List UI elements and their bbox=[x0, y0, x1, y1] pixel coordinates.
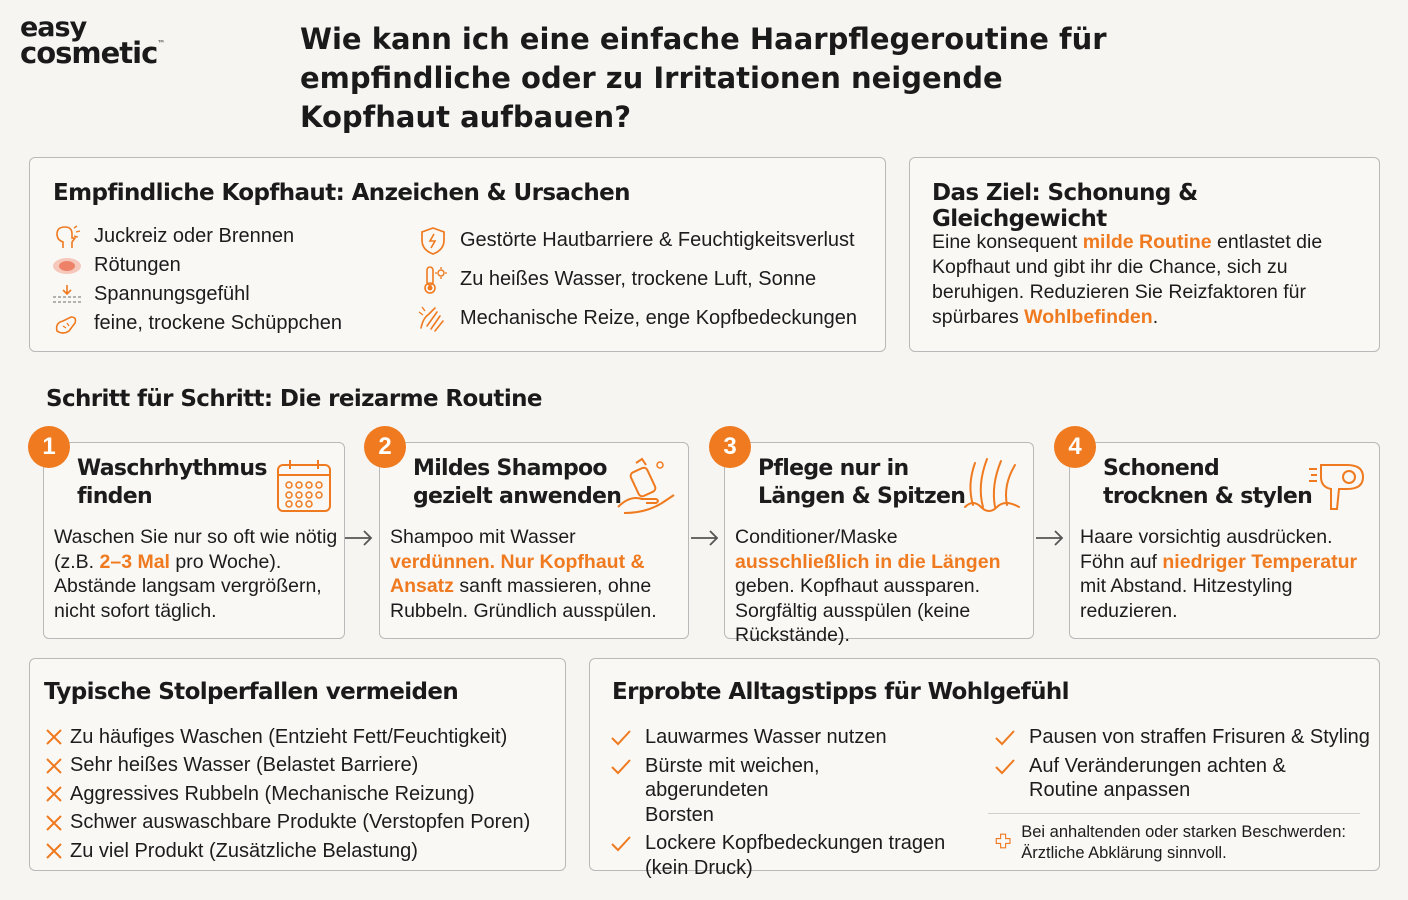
step-text-2: pro Woche). Abstände langsam vergrößern, nicht sofort täglich. bbox=[54, 550, 322, 622]
cross-icon bbox=[44, 841, 64, 861]
check-icon bbox=[610, 833, 632, 855]
step-text-2: mit Abstand. Hitzestyling reduzieren. bbox=[1080, 575, 1293, 622]
step-text-1: Conditioner/Maske bbox=[735, 526, 898, 548]
signs-list bbox=[50, 222, 342, 338]
tip-label: Lauwarmes Wasser nutzen bbox=[645, 726, 887, 748]
step-highlight: verdünnen. Nur Kopfhaut & Ansatz bbox=[390, 550, 645, 597]
tips-list-right bbox=[994, 725, 1374, 807]
step-card-1 bbox=[42, 433, 345, 639]
goal-card bbox=[909, 157, 1380, 352]
goal-heading: Das Ziel: Schonung & Gleichgewicht bbox=[932, 180, 1198, 232]
arrow-right-icon bbox=[1034, 528, 1066, 548]
tip-label: Auf Veränderungen achten & Routine anpassen bbox=[1029, 754, 1286, 801]
goal-highlight-1: milde Routine bbox=[1082, 231, 1212, 253]
pitfalls-list bbox=[44, 723, 530, 866]
pitfalls-card bbox=[29, 658, 566, 871]
barrier-shield-icon bbox=[416, 228, 450, 254]
tip-item bbox=[994, 754, 1314, 803]
routine-heading: Schritt für Schritt: Die reizarme Routine bbox=[46, 386, 542, 412]
check-icon bbox=[994, 727, 1016, 749]
hairdryer-icon bbox=[1307, 455, 1369, 517]
thermometer-icon bbox=[416, 267, 450, 293]
step-text-1: Shampoo mit Wasser bbox=[390, 526, 576, 548]
step-description bbox=[390, 525, 682, 623]
symptoms-card bbox=[29, 157, 886, 352]
pitfalls-heading: Typische Stolperfallen vermeiden bbox=[44, 679, 459, 705]
cause-label: Gestörte Hautbarriere & Feuchtigkeitsverlust bbox=[460, 229, 855, 251]
sign-item bbox=[50, 251, 342, 280]
tips-list-left bbox=[610, 725, 960, 884]
medical-cross-icon bbox=[995, 828, 1011, 854]
cause-item bbox=[416, 260, 857, 299]
tip-label: Bürste mit weichen, abgerundeten Borsten bbox=[645, 754, 820, 826]
goal-text-3: . bbox=[1152, 306, 1159, 328]
step-title: Schonend trocknen & stylen bbox=[1103, 456, 1313, 509]
doctor-note-text: Bei anhaltenden oder starken Beschwerden: Ärztliche Abklärung sinnvoll. bbox=[1021, 823, 1346, 862]
pitfall-label: Schwer auswaschbare Produkte (Verstopfen Poren) bbox=[70, 811, 531, 834]
cross-icon bbox=[44, 784, 64, 804]
check-icon bbox=[994, 756, 1016, 778]
step-number: 1 bbox=[28, 426, 70, 468]
pitfall-label: Sehr heißes Wasser (Belastet Barriere) bbox=[70, 754, 419, 777]
goal-text-2: entlastet die Kopfhaut und gibt ihr die Chance, sich zu beruhigen. Reduzieren Sie Reizfaktoren für spürbares bbox=[932, 231, 1323, 328]
hand-scratch-icon bbox=[416, 306, 450, 332]
pitfall-item bbox=[44, 780, 530, 809]
cause-item bbox=[416, 299, 857, 338]
pitfall-item bbox=[44, 723, 530, 752]
tips-divider bbox=[988, 813, 1360, 814]
step-highlight: niedriger Temperatur bbox=[1162, 550, 1358, 573]
redness-icon bbox=[50, 253, 84, 279]
step-number: 3 bbox=[709, 426, 751, 468]
step-text-1: Haare vorsichtig ausdrücken. Föhn auf bbox=[1080, 526, 1333, 573]
check-icon bbox=[610, 756, 632, 778]
step-title: Waschrhythmus finden bbox=[77, 456, 267, 509]
cross-icon bbox=[44, 727, 64, 747]
step-text-2: sanft massieren, ohne Rubbeln. Gründlich ausspülen. bbox=[390, 575, 657, 622]
check-icon bbox=[610, 727, 632, 749]
tip-item bbox=[610, 831, 960, 880]
arrow-right-icon bbox=[689, 528, 721, 548]
step-number: 4 bbox=[1054, 426, 1096, 468]
tension-icon bbox=[50, 282, 84, 308]
cross-icon bbox=[44, 756, 64, 776]
pitfall-item bbox=[44, 752, 530, 781]
step-description bbox=[54, 525, 340, 623]
pitfall-label: Aggressives Rubbeln (Mechanische Reizung) bbox=[70, 782, 475, 805]
hair-strands-icon bbox=[961, 455, 1023, 517]
step-text-2: geben. Kopfhaut aussparen. Sorgfältig ausspülen (keine Rückstände). bbox=[735, 575, 981, 646]
cause-label: Zu heißes Wasser, trockene Luft, Sonne bbox=[460, 268, 817, 290]
sign-label: Rötungen bbox=[94, 254, 181, 276]
flakes-icon bbox=[50, 311, 84, 337]
step-highlight: 2–3 Mal bbox=[99, 550, 170, 573]
goal-text-1: Eine konsequent bbox=[932, 231, 1083, 253]
tips-heading: Erprobte Alltagstipps für Wohlgefühl bbox=[612, 679, 1069, 705]
step-card-4 bbox=[1068, 433, 1380, 639]
itch-head-icon bbox=[50, 224, 84, 250]
cross-icon bbox=[44, 813, 64, 833]
arrow-right-icon bbox=[343, 528, 375, 548]
brand-trademark: ™ bbox=[157, 39, 166, 49]
step-title: Mildes Shampoo gezielt anwenden bbox=[413, 456, 622, 509]
tip-item bbox=[610, 725, 960, 750]
sign-item bbox=[50, 309, 342, 338]
calendar-icon bbox=[272, 455, 334, 517]
sign-label: Juckreiz oder Brennen bbox=[94, 225, 295, 247]
shampoo-hand-icon bbox=[616, 455, 678, 517]
step-highlight: ausschließlich in die Längen bbox=[735, 550, 1001, 573]
cause-item bbox=[416, 221, 857, 260]
pitfall-label: Zu häufiges Waschen (Entzieht Fett/Feuchtigkeit) bbox=[70, 725, 508, 748]
step-title: Pflege nur in Längen & Spitzen bbox=[758, 456, 966, 509]
doctor-note bbox=[995, 822, 1355, 864]
brand-line-2-text: cosmetic bbox=[20, 36, 158, 71]
cause-label: Mechanische Reize, enge Kopfbedeckungen bbox=[460, 307, 857, 329]
causes-list bbox=[416, 221, 857, 338]
goal-highlight-2: Wohlbefinden bbox=[1024, 306, 1153, 328]
pitfall-item bbox=[44, 809, 530, 838]
sign-label: feine, trockene Schüppchen bbox=[94, 312, 342, 334]
step-description bbox=[1080, 525, 1372, 623]
sign-label: Spannungsgefühl bbox=[94, 283, 250, 305]
tip-item bbox=[610, 754, 840, 828]
brand-logo bbox=[20, 12, 166, 71]
tip-label: Lockere Kopfbedeckungen tragen (kein Druck) bbox=[645, 832, 946, 879]
step-text-1: Waschen Sie nur so oft wie nötig (z.B. bbox=[54, 526, 338, 573]
brand-line-2 bbox=[20, 36, 166, 71]
tip-item bbox=[994, 725, 1374, 750]
sign-item bbox=[50, 280, 342, 309]
step-description bbox=[735, 525, 1027, 648]
step-card-2 bbox=[378, 433, 689, 639]
tips-card bbox=[589, 658, 1380, 879]
pitfall-label: Zu viel Produkt (Zusätzliche Belastung) bbox=[70, 839, 418, 862]
tip-label: Pausen von straffen Frisuren & Styling bbox=[1029, 726, 1370, 748]
symptoms-heading: Empfindliche Kopfhaut: Anzeichen & Ursachen bbox=[53, 180, 630, 206]
step-card-3 bbox=[723, 433, 1034, 646]
brand-line-1: easy bbox=[20, 12, 87, 43]
page-title: Wie kann ich eine einfache Haarpflegeroutine für empfindliche oder zu Irritationen neigende Kopfhaut aufbauen? bbox=[300, 22, 1107, 134]
goal-text bbox=[932, 230, 1362, 330]
step-number: 2 bbox=[364, 426, 406, 468]
pitfall-item bbox=[44, 837, 530, 866]
sign-item bbox=[50, 222, 342, 251]
